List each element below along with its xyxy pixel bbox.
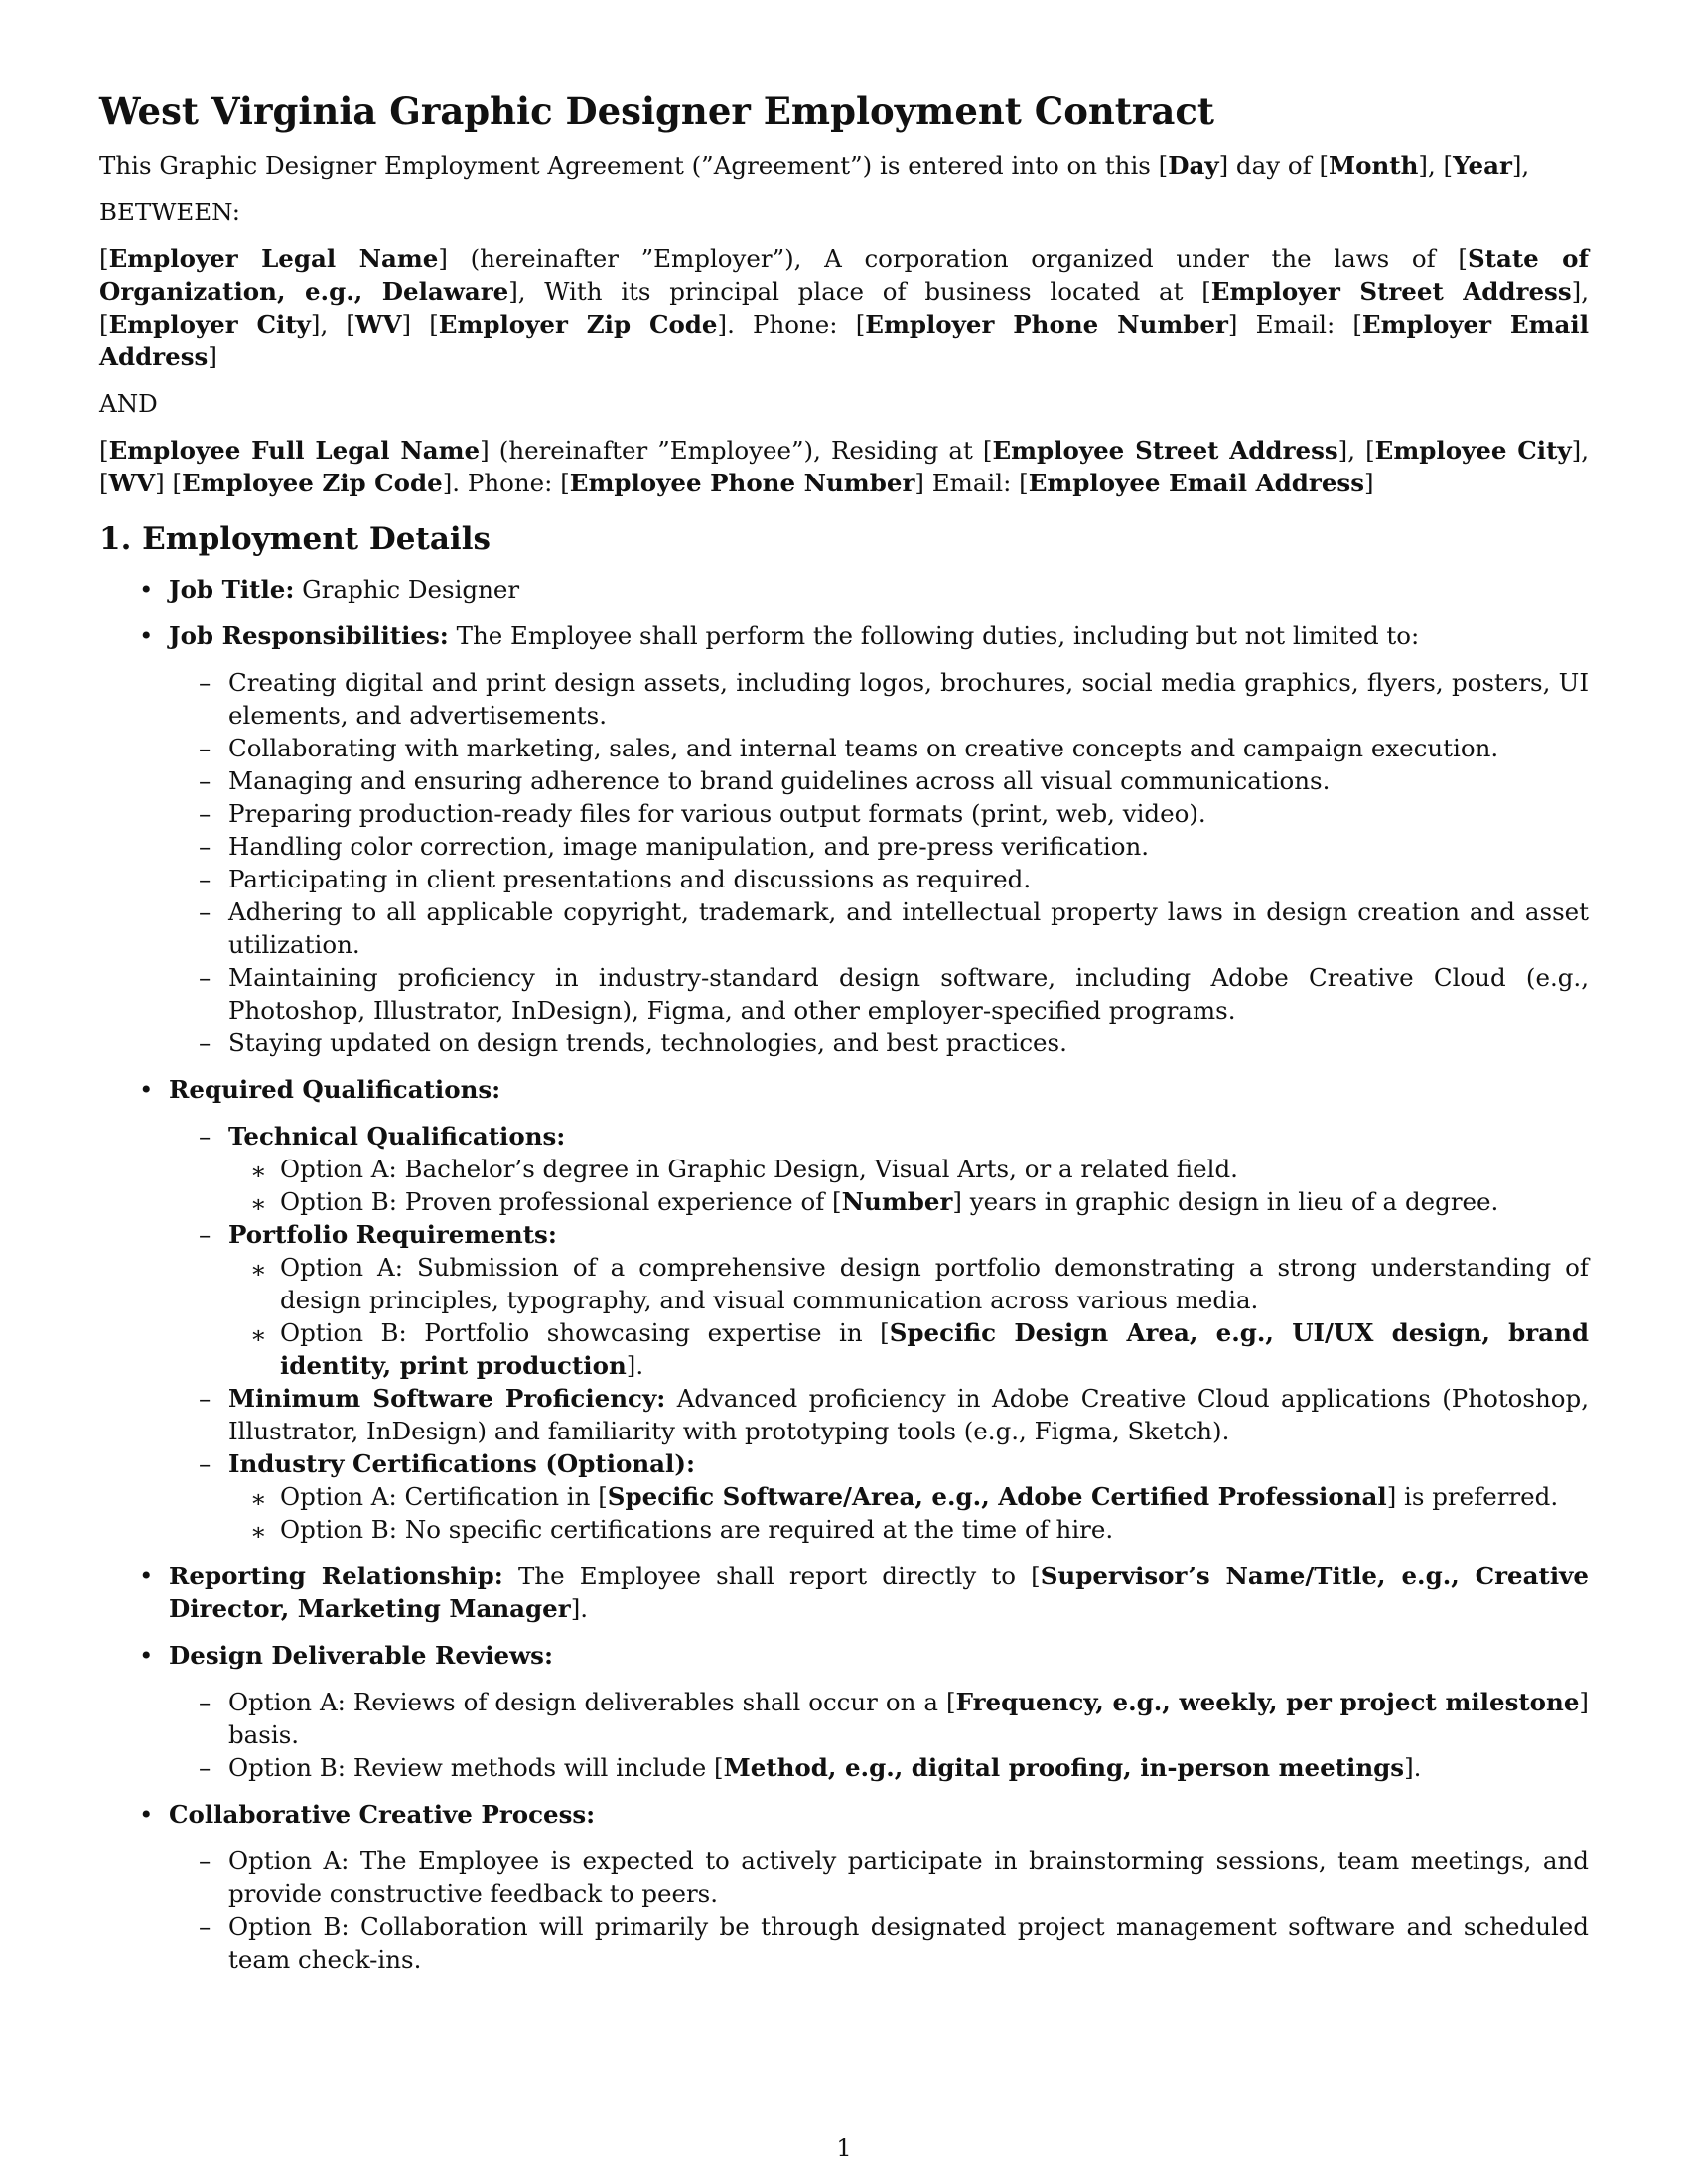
document-title: West Virginia Graphic Designer Employment Contract	[99, 89, 1214, 133]
placeholder-supervisor: Supervisor’s Name/Title, e.g., Creative Director, Marketing Manager	[169, 1562, 1589, 1623]
list-item: – Option B: Collaboration will primarily be through designated project management software and scheduled team check-ins.	[199, 1912, 1589, 1974]
intro-paragraph: This Graphic Designer Employment Agreement (”Agreement”) is entered into on this [Day] day of [Month], [Year],	[99, 151, 1530, 180]
list-item: – Handling color correction, image manipulation, and pre-press verification.	[199, 832, 1150, 861]
and-label: AND	[99, 389, 158, 418]
list-item: ∗ Option B: Proven professional experience of [Number] years in graphic design in lieu of a degree.	[250, 1187, 1499, 1218]
employment-details-list	[99, 573, 1589, 1976]
bullet-marker: •	[139, 1641, 154, 1670]
placeholder-year: Year	[1453, 151, 1512, 180]
list-item-technical-qualifications: – Technical Qualifications: ∗ Option A: Bachelor’s degree in Graphic Design, Visual Arts, or a related field. ∗ Option B: Proven professional experience of [Number] years in graphic design in lieu of a degree.	[99, 1120, 1589, 1218]
list-item: – Managing and ensuring adherence to brand guidelines across all visual communications.	[199, 766, 1331, 795]
placeholder-employer-state: WV	[354, 310, 402, 339]
employee-paragraph: [Employee Full Legal Name] (hereinafter ”Employee”), Residing at [Employee Street Address], [Employee City], [WV] [Employee Zip Code]. Phone: [Employee Phone Number] Email: [Employee Email Address]	[99, 436, 1589, 497]
list-item: – Option A: Reviews of design deliverables shall occur on a [Frequency, e.g., weekly, per project milestone] basis.	[199, 1688, 1589, 1749]
list-item: – Adhering to all applicable copyright, trademark, and intellectual property laws in design creation and asset utilization.	[199, 897, 1589, 959]
placeholder-employer-zip: Employer Zip Code	[438, 310, 718, 339]
placeholder-employer-street: Employer Street Address	[1210, 277, 1572, 306]
list-item: ∗ Option B: No specific certifications are required at the time of hire.	[250, 1515, 1114, 1546]
placeholder-employee-city: Employee City	[1374, 436, 1572, 465]
list-item: – Creating digital and print design assets, including logos, brochures, social media graphics, flyers, posters, UI elements, and advertisements.	[199, 668, 1589, 730]
list-item: – Participating in client presentations and discussions as required.	[199, 865, 1032, 893]
list-item-industry-certifications: – Industry Certifications (Optional): ∗ Option A: Certification in [Specific Software/Area, e.g., Adobe Certified Professional] is preferred. ∗ Option B: No specific certifications are required at the time of hire.	[99, 1447, 1589, 1546]
qualifications-list	[169, 1120, 1589, 1546]
placeholder-design-area: Specific Design Area, e.g., UI/UX design, brand identity, print production	[280, 1318, 1589, 1380]
placeholder-employee-street: Employee Street Address	[992, 436, 1338, 465]
list-item: ∗ Option A: Certification in [Specific Software/Area, e.g., Adobe Certified Professional] is preferred.	[250, 1482, 1559, 1513]
responsibilities-list	[169, 666, 1589, 1059]
bullet-marker: •	[139, 575, 154, 604]
list-item: ∗ Option A: Submission of a comprehensive design portfolio demonstrating a strong understanding of design principles, typography, and visual communication across various media.	[250, 1253, 1589, 1314]
placeholder-certification: Specific Software/Area, e.g., Adobe Certified Professional	[607, 1482, 1387, 1511]
list-item-design-reviews: • Design Deliverable Reviews: – Option A: Reviews of design deliverables shall occur on a [Frequency, e.g., weekly, per project milestone] basis. – Option B: Review methods will include [Method, e.g., digital proofing, in-person meetings].	[99, 1639, 1589, 1784]
list-item: – Option A: The Employee is expected to actively participate in brainstorming sessions, team meetings, and provide constructive feedback to peers.	[199, 1846, 1589, 1908]
bullet-marker: •	[139, 621, 154, 650]
placeholder-employer-city: Employer City	[108, 310, 311, 339]
placeholder-employer-phone: Employer Phone Number	[865, 310, 1228, 339]
list-item: ∗ Option B: Portfolio showcasing expertise in [Specific Design Area, e.g., UI/UX design, brand identity, print production].	[250, 1318, 1589, 1380]
list-item: – Preparing production-ready files for various output formats (print, web, video).	[199, 799, 1206, 828]
employer-paragraph: [Employer Legal Name] (hereinafter ”Employer”), A corporation organized under the laws of [State of Organization, e.g., Delaware], With its principal place of business located at [Employer Street Address], [Employer City], [WV] [Employer Zip Code]. Phone: [Employer Phone Number] Email: [Employer Email Address]	[99, 244, 1590, 371]
placeholder-employer-email: Employer Email Address	[99, 310, 1589, 371]
placeholder-method: Method, e.g., digital proofing, in-person meetings	[723, 1753, 1405, 1782]
placeholder-employee-zip: Employee Zip Code	[182, 469, 443, 497]
section-heading-employment-details: 1. Employment Details	[99, 521, 491, 557]
list-item-required-qualifications: • Required Qualifications: – Technical Qualifications: ∗ Option A: Bachelor’s degree in Graphic Design, Visual Arts, or a related field. ∗ Option B: Proven professional experience of [Number] years in graphic design in lieu of a degree. – Portfolio Requirements: ∗ Option A: Submission of a comprehensive design portfolio demonstrating a strong understanding of design principles, typography, and visual communication across various media. ∗ Option B: Portfolio showcasing expertise in [Specific Design Area, e.g., UI/UX design, brand identity, print production]. – Minimum Software Proficiency: Advanced proficiency in Adobe Creative Cloud applications (Photoshop, Illustrator, InDesign) and familiarity with prototyping tools (e.g., Figma, Sketch). – Industry Certifications (Optional): ∗ Option A: Certification in [Specific Software/Area, e.g., Adobe Certified Professional] is preferred. ∗ Option B: No specific certifications are required at the time of hire.	[99, 1073, 1589, 1546]
placeholder-day: Day	[1168, 151, 1219, 180]
page-number: 1	[836, 2134, 852, 2162]
placeholder-employee-state: WV	[108, 469, 156, 497]
placeholder-employee-phone: Employee Phone Number	[569, 469, 915, 497]
placeholder-employee-name: Employee Full Legal Name	[108, 436, 481, 465]
placeholder-month: Month	[1329, 151, 1419, 180]
bullet-marker: •	[139, 1800, 154, 1829]
list-item: – Option B: Review methods will include [Method, e.g., digital proofing, in-person meetings].	[199, 1753, 1422, 1782]
bullet-marker: •	[139, 1562, 154, 1590]
list-item-collaborative-process: • Collaborative Creative Process: – Option A: The Employee is expected to actively participate in brainstorming sessions, team meetings, and provide constructive feedback to peers. – Option B: Collaboration will primarily be through designated project management software and scheduled team check-ins.	[99, 1798, 1589, 1976]
list-item-reporting-relationship: • Reporting Relationship: The Employee shall report directly to [Supervisor’s Name/Title, e.g., Creative Director, Marketing Manager].	[139, 1562, 1589, 1623]
list-item-job-title: • Job Title: Graphic Designer	[139, 575, 520, 604]
list-item: – Staying updated on design trends, technologies, and best practices.	[199, 1028, 1067, 1057]
list-item-software-proficiency: – Minimum Software Proficiency: Advanced proficiency in Adobe Creative Cloud applications (Photoshop, Illustrator, InDesign) and familiarity with prototyping tools (e.g., Figma, Sketch).	[199, 1384, 1589, 1445]
list-item-job-responsibilities: • Job Responsibilities: The Employee shall perform the following duties, including but not limited to: – Creating digital and print design assets, including logos, brochures, social media graphics, flyers, posters, UI elements, and advertisements. – Collaborating with marketing, sales, and internal teams on creative concepts and campaign execution. – Managing and ensuring adherence to brand guidelines across all visual communications. – Preparing production-ready files for various output formats (print, web, video). – Handling color correction, image manipulation, and pre-press verification. – Participating in client presentations and discussions as required. – Adhering to all applicable copyright, trademark, and intellectual property laws in design creation and asset utilization. – Maintaining proficiency in industry-standard design software, including Adobe Creative Cloud (e.g., Photoshop, Illustrator, InDesign), Figma, and other employer-specified programs. – Staying updated on design trends, technologies, and best practices.	[99, 619, 1589, 1059]
list-item: – Maintaining proficiency in industry-standard design software, including Adobe Creative Cloud (e.g., Photoshop, Illustrator, InDesign), Figma, and other employer-specified programs.	[199, 963, 1589, 1024]
document-page	[99, 87, 1589, 1989]
placeholder-employee-email: Employee Email Address	[1028, 469, 1364, 497]
list-item: ∗ Option A: Bachelor’s degree in Graphic Design, Visual Arts, or a related field.	[250, 1155, 1238, 1185]
placeholder-state: State of Organization, e.g., Delaware	[99, 244, 1590, 306]
placeholder-number: Number	[841, 1187, 953, 1216]
between-label: BETWEEN:	[99, 198, 240, 226]
list-item: – Collaborating with marketing, sales, and internal teams on creative concepts and campaign execution.	[199, 734, 1499, 762]
list-item-portfolio-requirements: – Portfolio Requirements: ∗ Option A: Submission of a comprehensive design portfolio demonstrating a strong understanding of design principles, typography, and visual communication across various media. ∗ Option B: Portfolio showcasing expertise in [Specific Design Area, e.g., UI/UX design, brand identity, print production].	[99, 1218, 1589, 1382]
bullet-marker: •	[139, 1075, 154, 1104]
placeholder-employer-name: Employer Legal Name	[108, 244, 439, 273]
placeholder-frequency: Frequency, e.g., weekly, per project milestone	[955, 1688, 1580, 1716]
